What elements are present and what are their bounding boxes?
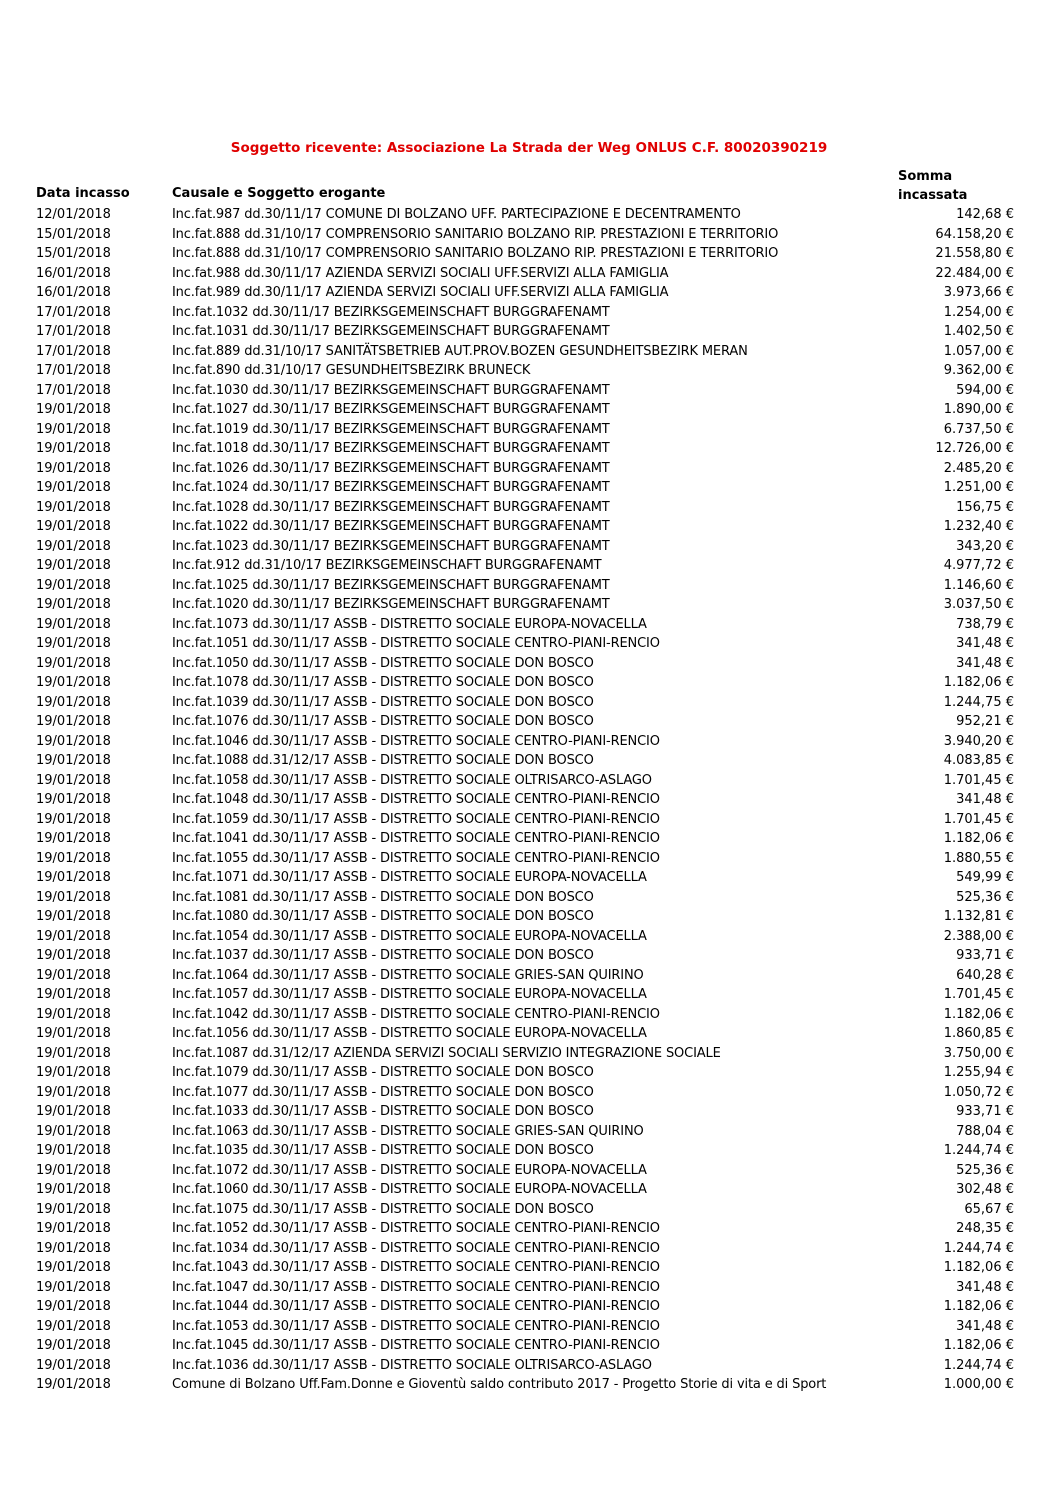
- row-amount: 1.255,94 €: [943, 1065, 1014, 1080]
- row-date: 19/01/2018: [36, 402, 111, 417]
- row-amount: 1.146,60 €: [943, 577, 1014, 593]
- row-description: Inc.fat.1051 dd.30/11/17 ASSB - DISTRETTO SOCIALE CENTRO-PIANI-RENCIO: [172, 636, 660, 651]
- table-row: [0, 1317, 1058, 1337]
- row-description: Inc.fat.1044 dd.30/11/17 ASSB - DISTRETTO SOCIALE CENTRO-PIANI-RENCIO: [172, 1299, 660, 1314]
- row-description: Inc.fat.1077 dd.30/11/17 ASSB - DISTRETTO SOCIALE DON BOSCO: [172, 1084, 594, 1100]
- row-date: 19/01/2018: [36, 909, 111, 924]
- row-amount: 1.050,72 €: [943, 1084, 1014, 1100]
- row-description: Inc.fat.1019 dd.30/11/17 BEZIRKSGEMEINSCHAFT BURGGRAFENAMT: [172, 421, 610, 437]
- table-row: [0, 1044, 1058, 1064]
- table-row: [0, 693, 1058, 713]
- table-row: [0, 1219, 1058, 1239]
- row-date: 17/01/2018: [36, 382, 111, 398]
- table-row: [0, 322, 1058, 342]
- row-date: 19/01/2018: [36, 1065, 111, 1080]
- row-amount: 933,71 €: [956, 948, 1014, 963]
- row-description: Inc.fat.1055 dd.30/11/17 ASSB - DISTRETTO SOCIALE CENTRO-PIANI-RENCIO: [172, 850, 660, 866]
- row-amount: 788,04 €: [956, 1123, 1014, 1139]
- row-date: 19/01/2018: [36, 1260, 111, 1275]
- table-row: [0, 595, 1058, 615]
- row-amount: 3.973,66 €: [943, 285, 1014, 300]
- row-description: Inc.fat.1076 dd.30/11/17 ASSB - DISTRETTO SOCIALE DON BOSCO: [172, 714, 594, 729]
- table-row: [0, 1102, 1058, 1122]
- row-amount: 1.860,85 €: [943, 1026, 1014, 1041]
- row-date: 19/01/2018: [36, 733, 111, 749]
- row-amount: 1.182,06 €: [943, 675, 1014, 690]
- table-row: [0, 225, 1058, 245]
- row-amount: 1.701,45 €: [943, 772, 1014, 788]
- column-header-date: Data incasso: [36, 186, 130, 201]
- row-description: Inc.fat.1022 dd.30/11/17 BEZIRKSGEMEINSCHAFT BURGGRAFENAMT: [172, 519, 610, 534]
- row-date: 19/01/2018: [36, 772, 111, 788]
- row-date: 19/01/2018: [36, 1182, 111, 1197]
- row-amount: 65,67 €: [964, 1201, 1014, 1217]
- row-date: 19/01/2018: [36, 675, 111, 690]
- table-row: [0, 1356, 1058, 1376]
- table-row: [0, 1141, 1058, 1161]
- row-description: Inc.fat.1023 dd.30/11/17 BEZIRKSGEMEINSCHAFT BURGGRAFENAMT: [172, 538, 610, 554]
- row-description: Inc.fat.1072 dd.30/11/17 ASSB - DISTRETTO SOCIALE EUROPA-NOVACELLA: [172, 1162, 647, 1178]
- row-date: 16/01/2018: [36, 265, 111, 281]
- table-row: [0, 946, 1058, 966]
- row-description: Inc.fat.1024 dd.30/11/17 BEZIRKSGEMEINSCHAFT BURGGRAFENAMT: [172, 480, 610, 495]
- row-amount: 4.083,85 €: [943, 753, 1014, 768]
- row-date: 19/01/2018: [36, 1338, 111, 1353]
- row-date: 19/01/2018: [36, 480, 111, 495]
- row-amount: 1.182,06 €: [943, 1260, 1014, 1275]
- table-row: [0, 1375, 1058, 1395]
- row-date: 15/01/2018: [36, 246, 111, 261]
- row-date: 19/01/2018: [36, 597, 111, 612]
- row-description: Inc.fat.1027 dd.30/11/17 BEZIRKSGEMEINSCHAFT BURGGRAFENAMT: [172, 402, 610, 417]
- row-date: 19/01/2018: [36, 831, 111, 846]
- row-date: 19/01/2018: [36, 1006, 111, 1022]
- table-row: [0, 439, 1058, 459]
- row-date: 12/01/2018: [36, 207, 111, 222]
- row-description: Inc.fat.1030 dd.30/11/17 BEZIRKSGEMEINSCHAFT BURGGRAFENAMT: [172, 382, 610, 398]
- row-amount: 343,20 €: [956, 538, 1014, 554]
- row-description: Inc.fat.1026 dd.30/11/17 BEZIRKSGEMEINSCHAFT BURGGRAFENAMT: [172, 460, 610, 476]
- row-description: Inc.fat.890 dd.31/10/17 GESUNDHEITSBEZIRK BRUNECK: [172, 363, 531, 378]
- row-date: 19/01/2018: [36, 948, 111, 963]
- row-date: 19/01/2018: [36, 538, 111, 554]
- table-row: [0, 1258, 1058, 1278]
- row-amount: 22.484,00 €: [935, 265, 1014, 281]
- row-amount: 341,48 €: [956, 792, 1014, 807]
- row-amount: 933,71 €: [956, 1104, 1014, 1119]
- row-amount: 3.750,00 €: [943, 1045, 1014, 1061]
- row-amount: 549,99 €: [956, 870, 1014, 885]
- row-description: Inc.fat.1057 dd.30/11/17 ASSB - DISTRETTO SOCIALE EUROPA-NOVACELLA: [172, 987, 647, 1002]
- row-description: Inc.fat.1080 dd.30/11/17 ASSB - DISTRETTO SOCIALE DON BOSCO: [172, 909, 594, 924]
- table-row: [0, 1297, 1058, 1317]
- table-row: [0, 907, 1058, 927]
- row-description: Inc.fat.1059 dd.30/11/17 ASSB - DISTRETTO SOCIALE CENTRO-PIANI-RENCIO: [172, 811, 660, 827]
- row-description: Inc.fat.1073 dd.30/11/17 ASSB - DISTRETTO SOCIALE EUROPA-NOVACELLA: [172, 616, 647, 632]
- row-date: 19/01/2018: [36, 1143, 111, 1158]
- table-row: [0, 849, 1058, 869]
- row-date: 19/01/2018: [36, 1279, 111, 1295]
- row-date: 19/01/2018: [36, 811, 111, 827]
- table-row: [0, 1122, 1058, 1142]
- row-amount: 1.251,00 €: [943, 480, 1014, 495]
- row-description: Inc.fat.1060 dd.30/11/17 ASSB - DISTRETTO SOCIALE EUROPA-NOVACELLA: [172, 1182, 647, 1197]
- row-amount: 4.977,72 €: [943, 558, 1014, 573]
- row-amount: 1.132,81 €: [943, 909, 1014, 924]
- row-description: Inc.fat.1052 dd.30/11/17 ASSB - DISTRETTO SOCIALE CENTRO-PIANI-RENCIO: [172, 1221, 660, 1236]
- row-amount: 1.232,40 €: [943, 519, 1014, 534]
- row-description: Inc.fat.1058 dd.30/11/17 ASSB - DISTRETTO SOCIALE OLTRISARCO-ASLAGO: [172, 772, 652, 788]
- table-row: [0, 1239, 1058, 1259]
- row-amount: 3.940,20 €: [943, 733, 1014, 749]
- row-description: Inc.fat.1025 dd.30/11/17 BEZIRKSGEMEINSCHAFT BURGGRAFENAMT: [172, 577, 610, 593]
- row-amount: 302,48 €: [956, 1182, 1014, 1197]
- row-description: Inc.fat.1054 dd.30/11/17 ASSB - DISTRETTO SOCIALE EUROPA-NOVACELLA: [172, 928, 647, 944]
- table-row: [0, 1161, 1058, 1181]
- row-description: Inc.fat.1078 dd.30/11/17 ASSB - DISTRETTO SOCIALE DON BOSCO: [172, 675, 594, 690]
- row-description: Inc.fat.1081 dd.30/11/17 ASSB - DISTRETTO SOCIALE DON BOSCO: [172, 889, 594, 905]
- row-date: 19/01/2018: [36, 558, 111, 573]
- row-description: Inc.fat.987 dd.30/11/17 COMUNE DI BOLZANO UFF. PARTECIPAZIONE E DECENTRAMENTO: [172, 207, 741, 222]
- row-amount: 21.558,80 €: [935, 246, 1014, 261]
- table-row: [0, 498, 1058, 518]
- table-row: [0, 478, 1058, 498]
- row-date: 19/01/2018: [36, 987, 111, 1002]
- row-description: Inc.fat.1018 dd.30/11/17 BEZIRKSGEMEINSCHAFT BURGGRAFENAMT: [172, 441, 610, 456]
- row-description: Inc.fat.1041 dd.30/11/17 ASSB - DISTRETTO SOCIALE CENTRO-PIANI-RENCIO: [172, 831, 660, 846]
- row-description: Inc.fat.1064 dd.30/11/17 ASSB - DISTRETTO SOCIALE GRIES-SAN QUIRINO: [172, 967, 644, 983]
- row-description: Inc.fat.1063 dd.30/11/17 ASSB - DISTRETTO SOCIALE GRIES-SAN QUIRINO: [172, 1123, 644, 1139]
- row-description: Inc.fat.888 dd.31/10/17 COMPRENSORIO SANITARIO BOLZANO RIP. PRESTAZIONI E TERRITORIO: [172, 246, 779, 261]
- row-description: Inc.fat.888 dd.31/10/17 COMPRENSORIO SANITARIO BOLZANO RIP. PRESTAZIONI E TERRITORIO: [172, 226, 779, 242]
- row-date: 19/01/2018: [36, 1357, 111, 1373]
- table-row: [0, 1180, 1058, 1200]
- table-row: [0, 361, 1058, 381]
- row-amount: 738,79 €: [956, 616, 1014, 632]
- table-row: [0, 1024, 1058, 1044]
- row-description: Inc.fat.1050 dd.30/11/17 ASSB - DISTRETTO SOCIALE DON BOSCO: [172, 655, 594, 671]
- table-row: [0, 303, 1058, 323]
- row-description: Inc.fat.1035 dd.30/11/17 ASSB - DISTRETTO SOCIALE DON BOSCO: [172, 1143, 594, 1158]
- row-amount: 1.254,00 €: [943, 304, 1014, 320]
- row-amount: 1.244,74 €: [943, 1143, 1014, 1158]
- row-amount: 2.485,20 €: [943, 460, 1014, 476]
- table-row: [0, 732, 1058, 752]
- row-description: Inc.fat.1087 dd.31/12/17 AZIENDA SERVIZI SOCIALI SERVIZIO INTEGRAZIONE SOCIALE: [172, 1045, 721, 1061]
- row-amount: 341,48 €: [956, 655, 1014, 671]
- table-row: [0, 1336, 1058, 1356]
- row-description: Inc.fat.1028 dd.30/11/17 BEZIRKSGEMEINSCHAFT BURGGRAFENAMT: [172, 499, 610, 515]
- row-amount: 594,00 €: [956, 382, 1014, 398]
- table-row: [0, 556, 1058, 576]
- row-amount: 9.362,00 €: [943, 363, 1014, 378]
- row-amount: 341,48 €: [956, 1318, 1014, 1334]
- table-row: [0, 985, 1058, 1005]
- row-amount: 1.057,00 €: [943, 343, 1014, 359]
- row-date: 19/01/2018: [36, 441, 111, 456]
- row-date: 19/01/2018: [36, 967, 111, 983]
- column-header-description: Causale e Soggetto erogante: [172, 186, 386, 201]
- row-date: 19/01/2018: [36, 928, 111, 944]
- row-amount: 156,75 €: [956, 499, 1014, 515]
- row-amount: 1.244,75 €: [943, 694, 1014, 710]
- row-date: 19/01/2018: [36, 714, 111, 729]
- table-row: [0, 829, 1058, 849]
- row-description: Inc.fat.1075 dd.30/11/17 ASSB - DISTRETTO SOCIALE DON BOSCO: [172, 1201, 594, 1217]
- row-amount: 142,68 €: [956, 207, 1014, 222]
- row-date: 19/01/2018: [36, 1299, 111, 1314]
- table-row: [0, 790, 1058, 810]
- row-date: 17/01/2018: [36, 324, 111, 339]
- row-date: 19/01/2018: [36, 753, 111, 768]
- column-header-amount-line2: incassata: [898, 188, 968, 203]
- row-date: 19/01/2018: [36, 499, 111, 515]
- table-row: [0, 205, 1058, 225]
- row-amount: 640,28 €: [956, 967, 1014, 983]
- row-date: 19/01/2018: [36, 1026, 111, 1041]
- row-description: Inc.fat.1031 dd.30/11/17 BEZIRKSGEMEINSCHAFT BURGGRAFENAMT: [172, 324, 610, 339]
- row-date: 17/01/2018: [36, 363, 111, 378]
- row-amount: 64.158,20 €: [935, 226, 1014, 242]
- row-amount: 6.737,50 €: [943, 421, 1014, 437]
- row-description: Inc.fat.1045 dd.30/11/17 ASSB - DISTRETTO SOCIALE CENTRO-PIANI-RENCIO: [172, 1338, 660, 1353]
- row-date: 19/01/2018: [36, 421, 111, 437]
- row-amount: 341,48 €: [956, 636, 1014, 651]
- table-row: [0, 751, 1058, 771]
- row-date: 19/01/2018: [36, 616, 111, 632]
- row-date: 19/01/2018: [36, 636, 111, 651]
- row-description: Inc.fat.889 dd.31/10/17 SANITÄTSBETRIEB AUT.PROV.BOZEN GESUNDHEITSBEZIRK MERAN: [172, 343, 748, 359]
- column-header-amount: [898, 167, 967, 205]
- row-amount: 12.726,00 €: [935, 441, 1014, 456]
- table-row: [0, 400, 1058, 420]
- row-date: 16/01/2018: [36, 285, 111, 300]
- row-date: 19/01/2018: [36, 792, 111, 807]
- table-row: [0, 634, 1058, 654]
- payments-table: [0, 205, 1058, 1395]
- row-date: 19/01/2018: [36, 1123, 111, 1139]
- row-amount: 1.880,55 €: [943, 850, 1014, 866]
- table-row: [0, 654, 1058, 674]
- row-description: Inc.fat.1056 dd.30/11/17 ASSB - DISTRETTO SOCIALE EUROPA-NOVACELLA: [172, 1026, 647, 1041]
- row-description: Inc.fat.988 dd.30/11/17 AZIENDA SERVIZI SOCIALI UFF.SERVIZI ALLA FAMIGLIA: [172, 265, 669, 281]
- table-row: [0, 810, 1058, 830]
- row-description: Inc.fat.1039 dd.30/11/17 ASSB - DISTRETTO SOCIALE DON BOSCO: [172, 694, 594, 710]
- row-amount: 952,21 €: [956, 714, 1014, 729]
- row-amount: 1.182,06 €: [943, 1006, 1014, 1022]
- row-date: 19/01/2018: [36, 694, 111, 710]
- row-amount: 1.000,00 €: [943, 1377, 1014, 1392]
- row-amount: 1.182,06 €: [943, 831, 1014, 846]
- row-description: Inc.fat.1071 dd.30/11/17 ASSB - DISTRETTO SOCIALE EUROPA-NOVACELLA: [172, 870, 647, 885]
- row-amount: 1.402,50 €: [943, 324, 1014, 339]
- table-row: [0, 771, 1058, 791]
- row-date: 19/01/2018: [36, 1104, 111, 1119]
- row-date: 19/01/2018: [36, 1221, 111, 1236]
- row-amount: 341,48 €: [956, 1279, 1014, 1295]
- row-amount: 1.890,00 €: [943, 402, 1014, 417]
- row-date: 19/01/2018: [36, 1084, 111, 1100]
- table-row: [0, 420, 1058, 440]
- table-row: [0, 927, 1058, 947]
- row-date: 19/01/2018: [36, 1201, 111, 1217]
- table-row: [0, 966, 1058, 986]
- row-description: Inc.fat.1042 dd.30/11/17 ASSB - DISTRETTO SOCIALE CENTRO-PIANI-RENCIO: [172, 1006, 660, 1022]
- row-amount: 248,35 €: [956, 1221, 1014, 1236]
- row-date: 19/01/2018: [36, 870, 111, 885]
- table-row: [0, 1083, 1058, 1103]
- row-amount: 1.701,45 €: [943, 811, 1014, 827]
- row-date: 17/01/2018: [36, 343, 111, 359]
- row-date: 17/01/2018: [36, 304, 111, 320]
- row-amount: 525,36 €: [956, 889, 1014, 905]
- row-date: 19/01/2018: [36, 1045, 111, 1061]
- column-header-amount-line1: Somma: [898, 169, 953, 184]
- table-row: [0, 517, 1058, 537]
- row-date: 19/01/2018: [36, 577, 111, 593]
- row-date: 19/01/2018: [36, 1162, 111, 1178]
- row-description: Inc.fat.1048 dd.30/11/17 ASSB - DISTRETTO SOCIALE CENTRO-PIANI-RENCIO: [172, 792, 660, 807]
- row-description: Inc.fat.989 dd.30/11/17 AZIENDA SERVIZI SOCIALI UFF.SERVIZI ALLA FAMIGLIA: [172, 285, 669, 300]
- row-date: 19/01/2018: [36, 850, 111, 866]
- row-amount: 1.244,74 €: [943, 1240, 1014, 1256]
- table-row: [0, 1278, 1058, 1298]
- row-description: Inc.fat.1034 dd.30/11/17 ASSB - DISTRETTO SOCIALE CENTRO-PIANI-RENCIO: [172, 1240, 660, 1256]
- row-date: 19/01/2018: [36, 460, 111, 476]
- row-amount: 2.388,00 €: [943, 928, 1014, 944]
- table-row: [0, 283, 1058, 303]
- table-row: [0, 244, 1058, 264]
- row-description: Inc.fat.1088 dd.31/12/17 ASSB - DISTRETTO SOCIALE DON BOSCO: [172, 753, 594, 768]
- row-date: 19/01/2018: [36, 519, 111, 534]
- table-row: [0, 888, 1058, 908]
- row-description: Inc.fat.1020 dd.30/11/17 BEZIRKSGEMEINSCHAFT BURGGRAFENAMT: [172, 597, 610, 612]
- row-description: Inc.fat.1053 dd.30/11/17 ASSB - DISTRETTO SOCIALE CENTRO-PIANI-RENCIO: [172, 1318, 660, 1334]
- row-amount: 1.701,45 €: [943, 987, 1014, 1002]
- table-row: [0, 459, 1058, 479]
- table-row: [0, 264, 1058, 284]
- table-row: [0, 1200, 1058, 1220]
- row-description: Inc.fat.1043 dd.30/11/17 ASSB - DISTRETTO SOCIALE CENTRO-PIANI-RENCIO: [172, 1260, 660, 1275]
- table-row: [0, 673, 1058, 693]
- row-date: 19/01/2018: [36, 1240, 111, 1256]
- row-description: Inc.fat.1079 dd.30/11/17 ASSB - DISTRETTO SOCIALE DON BOSCO: [172, 1065, 594, 1080]
- row-date: 19/01/2018: [36, 655, 111, 671]
- row-description: Inc.fat.912 dd.31/10/17 BEZIRKSGEMEINSCHAFT BURGGRAFENAMT: [172, 558, 602, 573]
- table-row: [0, 712, 1058, 732]
- table-row: [0, 342, 1058, 362]
- row-date: 19/01/2018: [36, 1377, 111, 1392]
- row-description: Inc.fat.1032 dd.30/11/17 BEZIRKSGEMEINSCHAFT BURGGRAFENAMT: [172, 304, 610, 320]
- table-row: [0, 1063, 1058, 1083]
- row-description: Inc.fat.1036 dd.30/11/17 ASSB - DISTRETTO SOCIALE OLTRISARCO-ASLAGO: [172, 1357, 652, 1373]
- row-amount: 525,36 €: [956, 1162, 1014, 1178]
- row-amount: 1.182,06 €: [943, 1299, 1014, 1314]
- row-description: Inc.fat.1033 dd.30/11/17 ASSB - DISTRETTO SOCIALE DON BOSCO: [172, 1104, 594, 1119]
- table-row: [0, 381, 1058, 401]
- row-date: 15/01/2018: [36, 226, 111, 242]
- row-description: Comune di Bolzano Uff.Fam.Donne e Gioventù saldo contributo 2017 - Progetto Storie di vita e di Sport: [172, 1377, 827, 1392]
- document-title: Soggetto ricevente: Associazione La Strada der Weg ONLUS C.F. 80020390219: [230, 140, 828, 156]
- row-amount: 1.182,06 €: [943, 1338, 1014, 1353]
- row-date: 19/01/2018: [36, 889, 111, 905]
- row-amount: 3.037,50 €: [943, 597, 1014, 612]
- table-row: [0, 576, 1058, 596]
- row-amount: 1.244,74 €: [943, 1357, 1014, 1373]
- table-row: [0, 615, 1058, 635]
- table-row: [0, 537, 1058, 557]
- row-date: 19/01/2018: [36, 1318, 111, 1334]
- row-description: Inc.fat.1047 dd.30/11/17 ASSB - DISTRETTO SOCIALE CENTRO-PIANI-RENCIO: [172, 1279, 660, 1295]
- table-row: [0, 1005, 1058, 1025]
- row-description: Inc.fat.1037 dd.30/11/17 ASSB - DISTRETTO SOCIALE DON BOSCO: [172, 948, 594, 963]
- table-row: [0, 868, 1058, 888]
- row-description: Inc.fat.1046 dd.30/11/17 ASSB - DISTRETTO SOCIALE CENTRO-PIANI-RENCIO: [172, 733, 660, 749]
